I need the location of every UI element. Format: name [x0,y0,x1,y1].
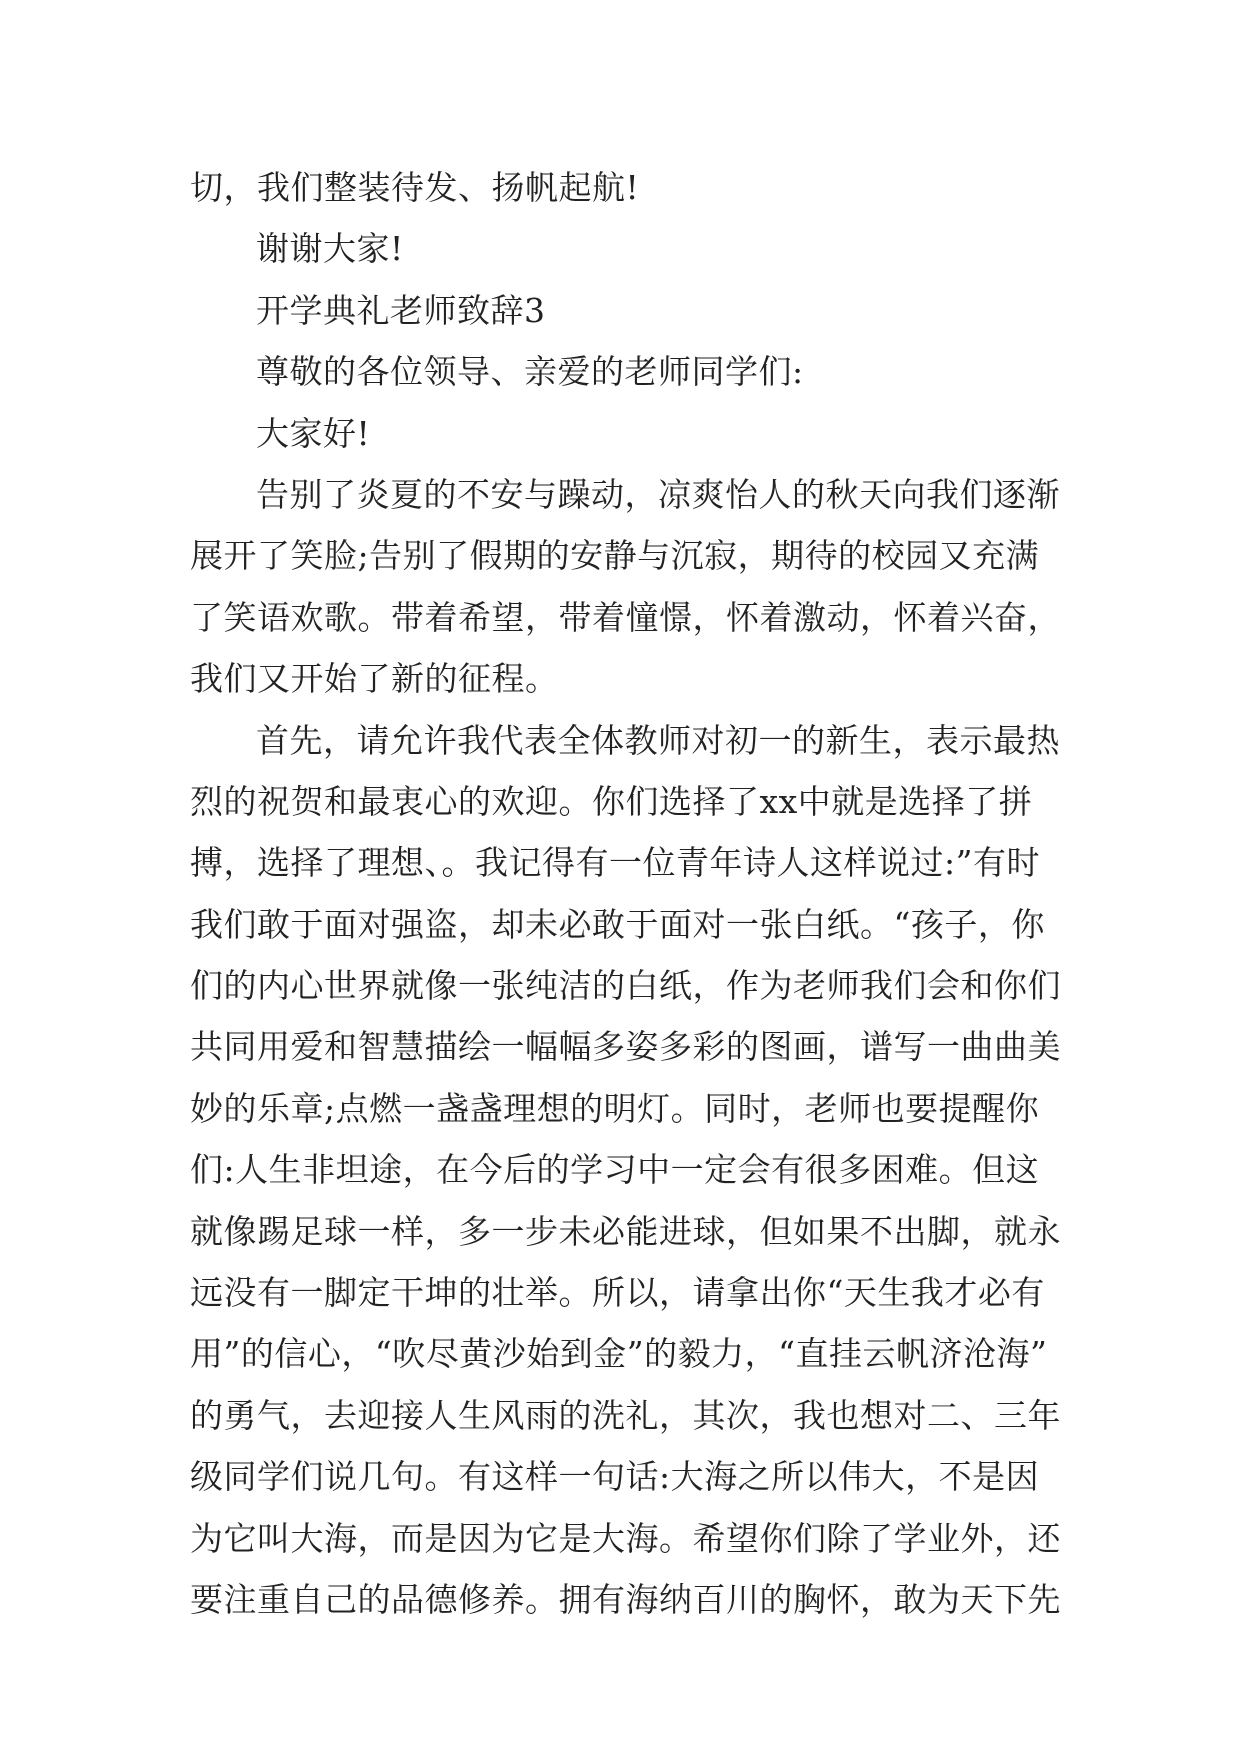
text-line: 们的内心世界就像一张纯洁的白纸，作为老师我们会和你们 [190,966,1061,1006]
text-line: 用”的信心，“吹尽黄沙始到金”的毅力，“直挂云帆济沧海” [190,1334,1048,1374]
text-line: 我们敢于面对强盗，却未必敢于面对一张白纸。“孩子，你 [190,904,1045,944]
text-line: 了笑语欢歌。带着希望，带着憧憬，怀着激动，怀着兴奋， [190,597,1061,637]
text-line: 妙的乐章;点燃一盏盏理想的明灯。同时，老师也要提醒你 [190,1088,1040,1128]
text-line: 我们又开始了新的征程。 [190,659,559,699]
text-line: 远没有一脚定干坤的壮举。所以，请拿出你“天生我才必有 [190,1273,1045,1313]
text-line: 级同学们说几句。有这样一句话:大海之所以伟大，不是因 [190,1457,1040,1497]
text-line: 首先，请允许我代表全体教师对初一的新生，表示最热 [256,720,1060,760]
text-line: 共同用爱和智慧描绘一幅幅多姿多彩的图画，谱写一曲曲美 [190,1027,1061,1067]
text-line: 的勇气，去迎接人生风雨的洗礼，其次，我也想对二、三年 [190,1395,1061,1435]
text-line: 要注重自己的品德修养。拥有海纳百川的胸怀，敢为天下先 [190,1579,1061,1619]
text-line: 大家好! [256,413,371,453]
text-line: 尊敬的各位领导、亲爱的老师同学们: [256,352,804,392]
text-line: 展开了笑脸;告别了假期的安静与沉寂，期待的校园又充满 [190,536,1040,576]
text-line: 开学典礼老师致辞3 [256,290,546,330]
text-line: 就像踢足球一样，多一步未必能进球，但如果不出脚，就永 [190,1211,1061,1251]
text-line: 切，我们整装待发、扬帆起航! [190,168,640,207]
document-body [190,157,1060,1630]
text-line: 搏，选择了理想、。我记得有一位青年诗人这样说过:”有时 [190,843,1040,883]
text-line: 告别了炎夏的不安与躁动，凉爽怡人的秋天向我们逐渐 [256,474,1060,514]
text-line: 烈的祝贺和最衷心的欢迎。你们选择了xx中就是选择了拼 [190,781,1033,821]
text-line: 为它叫大海，而是因为它是大海。希望你们除了学业外，还 [190,1518,1061,1558]
text-line: 谢谢大家! [256,229,404,269]
text-line: 们:人生非坦途，在今后的学习中一定会有很多困难。但这 [190,1150,1040,1190]
